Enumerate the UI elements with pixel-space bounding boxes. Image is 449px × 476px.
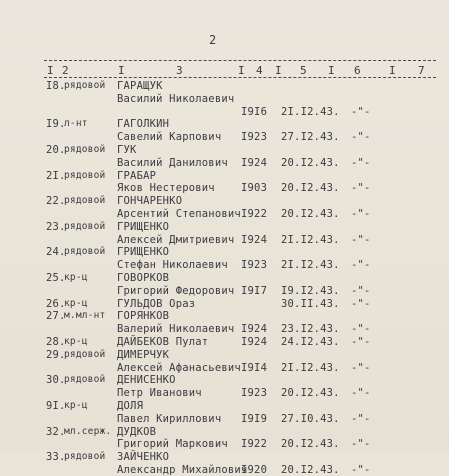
- row-birth-year: I922: [241, 208, 268, 220]
- row-rank: кр-ц: [64, 297, 88, 309]
- row-given-name: Алексей Дмитриевич: [117, 233, 235, 246]
- row-note: -"-: [351, 156, 371, 169]
- row-given-name: Арсентий Степанович: [117, 208, 241, 220]
- row-date: 20.I2.43.: [281, 208, 340, 220]
- row-surname: ГРАБАР: [117, 169, 157, 182]
- row-surname: ГОВОРКОВ: [117, 272, 170, 284]
- row-date: 20.I2.43.: [281, 438, 340, 451]
- row-rank: м.мл-нт: [64, 310, 106, 322]
- row-surname: ГУЛЬДОВ Ораз: [117, 297, 196, 310]
- row-note: -"-: [351, 412, 371, 425]
- row-given-name: Валерий Николаевич: [117, 323, 235, 336]
- header-col-3: 3: [176, 64, 183, 77]
- row-note: -"-: [351, 284, 371, 297]
- header-col-5: 5: [300, 64, 307, 77]
- row-birth-year: I9I9: [241, 412, 268, 425]
- row-note: -"-: [351, 182, 371, 195]
- row-birth-year: I9I7: [241, 284, 268, 297]
- row-surname: ГРИЩЕНКО: [117, 246, 170, 259]
- row-note: -"-: [351, 131, 371, 144]
- header-col-7: 7: [418, 64, 425, 77]
- row-number: 27.: [46, 310, 66, 323]
- row-rank: рядовой: [64, 195, 106, 207]
- row-surname: ГОНЧАРЕНКО: [117, 195, 183, 208]
- row-note: -"-: [351, 297, 371, 310]
- row-date: 20.I2.43.: [281, 156, 340, 169]
- row-rank: рядовой: [64, 451, 106, 463]
- row-birth-year: I903: [241, 182, 268, 195]
- row-number: 9I.: [46, 400, 66, 412]
- row-note: -"-: [351, 208, 371, 220]
- row-rank: кр-ц: [64, 400, 88, 411]
- row-number: 30.: [46, 374, 66, 387]
- header-col-6: 6: [354, 64, 361, 77]
- row-date: 27.I2.43.: [281, 131, 340, 144]
- row-date: 2I.I2.43.: [281, 259, 340, 272]
- row-number: I9.: [46, 118, 66, 131]
- row-date: 20.I2.43.: [281, 182, 340, 195]
- row-number: 25.: [46, 272, 66, 284]
- row-note: -"-: [351, 259, 371, 272]
- row-birth-year: I924: [241, 156, 268, 169]
- row-number: I8.: [46, 80, 66, 92]
- row-birth-year: I922: [241, 438, 268, 451]
- row-surname: ГУК: [117, 144, 137, 156]
- row-given-name: Стефан Николаевич: [117, 259, 228, 272]
- row-number: 26.: [46, 297, 66, 310]
- row-birth-year: I9I6: [241, 105, 268, 118]
- row-surname: ДУДКОВ: [117, 425, 157, 438]
- row-surname: ДИМЕРЧУК: [117, 348, 170, 361]
- row-given-name: Василий Данилович: [117, 156, 228, 169]
- row-note: -"-: [351, 336, 371, 348]
- row-rank: кр-ц: [64, 336, 88, 347]
- header-sep: I: [389, 64, 396, 77]
- row-note: -"-: [351, 361, 371, 374]
- row-note: -"-: [351, 323, 371, 336]
- header-col-2: 2: [62, 64, 69, 77]
- row-rank: рядовой: [64, 80, 106, 91]
- row-birth-year: I924: [241, 336, 268, 348]
- row-birth-year: I924: [241, 323, 268, 336]
- row-surname: ГРИЩЕНКО: [117, 220, 170, 233]
- row-rank: кр-ц: [64, 272, 88, 283]
- row-date: I9.I2.43.: [281, 284, 340, 297]
- row-surname: ДЕНИСЕНКО: [117, 374, 176, 387]
- row-date: 23.I2.43.: [281, 323, 340, 336]
- row-number: 28.: [46, 336, 66, 348]
- row-date: 27.I0.43.: [281, 412, 340, 425]
- row-given-name: Григорий Маркович: [117, 438, 228, 451]
- row-rank: рядовой: [64, 169, 106, 181]
- row-birth-year: I923: [241, 387, 268, 400]
- row-number: 29.: [46, 348, 66, 361]
- row-given-name: Александр Михайлович: [117, 464, 248, 476]
- row-date: 2I.I2.43.: [281, 361, 340, 374]
- row-birth-year: I924: [241, 233, 268, 246]
- row-rank: рядовой: [64, 374, 106, 386]
- row-number: 2I.: [46, 169, 66, 182]
- row-note: -"-: [351, 105, 371, 118]
- row-given-name: Василий Николаевич: [117, 92, 235, 105]
- row-date: 24.I2.43.: [281, 336, 340, 348]
- header-col-4: 4: [256, 64, 263, 77]
- row-number: 32.: [46, 425, 66, 438]
- row-given-name: Петр Иванович: [117, 387, 202, 400]
- row-given-name: Савелий Карпович: [117, 131, 222, 144]
- row-surname: ГОРЯНКОВ: [117, 310, 170, 323]
- row-surname: ДАЙБЕКОВ Пулат: [117, 336, 209, 348]
- row-date: 20.I2.43.: [281, 387, 340, 400]
- row-surname: ГАГОЛКИН: [117, 118, 170, 131]
- row-number: 24.: [46, 246, 66, 259]
- row-rank: рядовой: [64, 246, 106, 258]
- row-birth-year: I923: [241, 131, 268, 144]
- page-number: 2: [209, 33, 217, 47]
- row-given-name: Павел Кириллович: [117, 412, 222, 425]
- row-date: 30.II.43.: [281, 297, 340, 310]
- row-number: 23.: [46, 220, 66, 233]
- row-rank: рядовой: [64, 220, 106, 232]
- row-rank: рядовой: [64, 144, 106, 155]
- row-number: 22.: [46, 195, 66, 208]
- header-sep: I: [47, 64, 54, 77]
- row-note: -"-: [351, 464, 371, 476]
- row-birth-year: I920: [241, 464, 268, 476]
- row-note: -"-: [351, 438, 371, 451]
- row-given-name: Яков Нестерович: [117, 182, 215, 195]
- row-surname: ДОЛЯ: [117, 400, 144, 412]
- row-number: 20.: [46, 144, 66, 156]
- row-given-name: Алексей Афанасьевич: [117, 361, 241, 374]
- row-given-name: Григорий Федорович: [117, 284, 235, 297]
- row-surname: ГАРАЩУК: [117, 80, 163, 92]
- header-sep: I: [118, 64, 125, 77]
- row-rank: л-нт: [64, 118, 88, 130]
- row-note: -"-: [351, 387, 371, 400]
- header-sep: I: [275, 64, 282, 77]
- row-birth-year: I9I4: [241, 361, 268, 374]
- row-number: 33.: [46, 451, 66, 464]
- row-date: 20.I2.43.: [281, 464, 340, 476]
- row-rank: мл.серж.: [64, 425, 112, 437]
- row-date: 2I.I2.43.: [281, 105, 340, 118]
- row-note: -"-: [351, 233, 371, 246]
- row-birth-year: I923: [241, 259, 268, 272]
- row-date: 2I.I2.43.: [281, 233, 340, 246]
- row-surname: ЗАЙЧЕНКО: [117, 451, 170, 464]
- row-rank: рядовой: [64, 348, 106, 360]
- header-sep: I: [328, 64, 335, 77]
- header-sep: I: [238, 64, 245, 77]
